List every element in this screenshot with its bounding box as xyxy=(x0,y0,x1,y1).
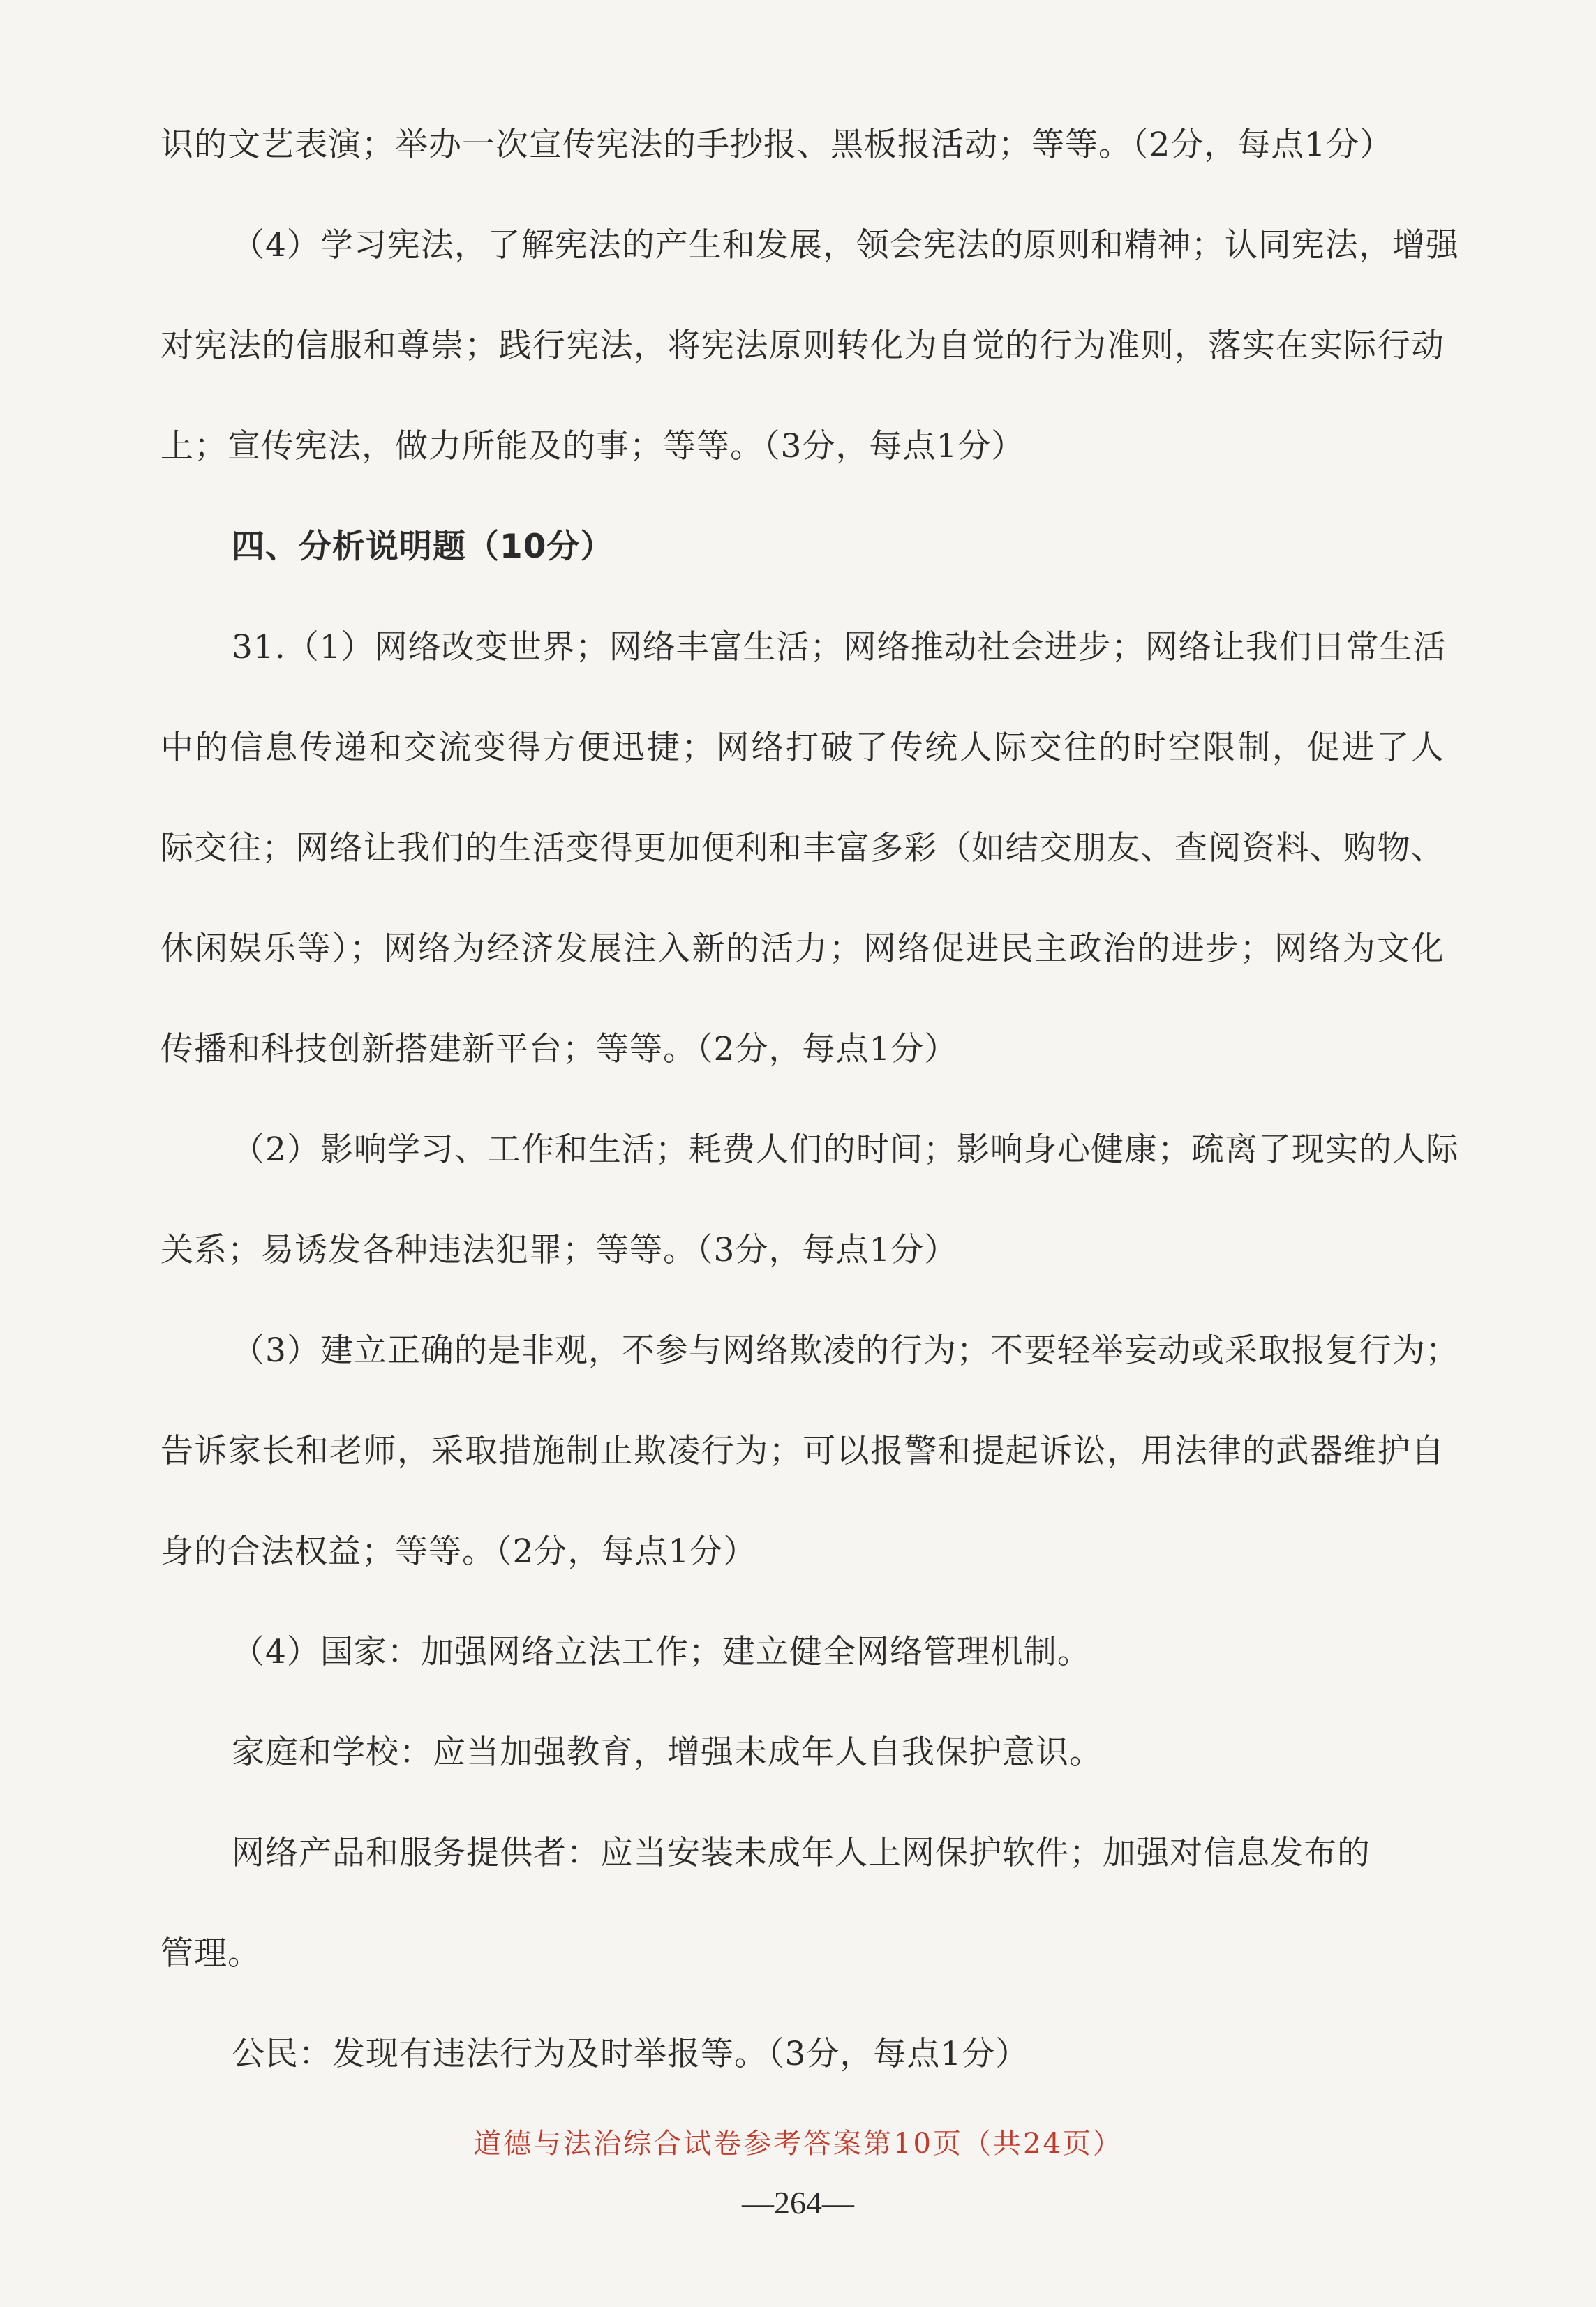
text-line: 管理。 xyxy=(161,1934,261,1973)
text-line: （4）学习宪法，了解宪法的产生和发展，领会宪法的原则和精神；认同宪法，增强 xyxy=(232,226,1459,264)
text-line: 传播和科技创新搭建新平台；等等。（2分，每点1分） xyxy=(161,1030,958,1068)
text-line: 网络产品和服务提供者：应当安装未成年人上网保护软件；加强对信息发布的 xyxy=(232,1834,1371,1872)
text-line: 告诉家长和老师，采取措施制止欺凌行为；可以报警和提起诉讼，用法律的武器维护自 xyxy=(161,1432,1445,1470)
text-line: （3）建立正确的是非观，不参与网络欺凌的行为；不要轻举妄动或采取报复行为； xyxy=(232,1331,1459,1370)
text-line: 中的信息传递和交流变得方便迅捷；网络打破了传统人际交往的时空限制，促进了人 xyxy=(161,729,1445,767)
text-line: （4）国家：加强网络立法工作；建立健全网络管理机制。 xyxy=(232,1633,1091,1671)
text-line: （2）影响学习、工作和生活；耗费人们的时间；影响身心健康；疏离了现实的人际 xyxy=(232,1130,1459,1169)
text-line: 关系；易诱发各种违法犯罪；等等。（3分，每点1分） xyxy=(161,1231,958,1269)
footer-title: 道德与法治综合试卷参考答案第10页（共24页） xyxy=(473,2128,1123,2160)
text-line: 上；宣传宪法，做力所能及的事；等等。（3分，每点1分） xyxy=(161,427,1025,465)
text-line: 31.（1）网络改变世界；网络丰富生活；网络推动社会进步；网络让我们日常生活 xyxy=(232,628,1447,666)
text-line: 际交往；网络让我们的生活变得更加便利和丰富多彩（如结交朋友、查阅资料、购物、 xyxy=(161,829,1445,867)
section-heading: 四、分析说明题（10分） xyxy=(232,528,614,566)
text-line: 对宪法的信服和尊崇；践行宪法，将宪法原则转化为自觉的行为准则，落实在实际行动 xyxy=(161,327,1445,365)
page-number: —264— xyxy=(742,2185,854,2220)
text-line: 识的文艺表演；举办一次宣传宪法的手抄报、黑板报活动；等等。（2分，每点1分） xyxy=(161,126,1394,164)
text-line: 公民：发现有违法行为及时举报等。（3分，每点1分） xyxy=(232,2035,1029,2073)
text-line: 家庭和学校：应当加强教育，增强未成年人自我保护意识。 xyxy=(232,1733,1103,1772)
text-line: 身的合法权益；等等。（2分，每点1分） xyxy=(161,1532,757,1571)
text-line: 休闲娱乐等）；网络为经济发展注入新的活力；网络促进民主政治的进步；网络为文化 xyxy=(161,929,1445,968)
